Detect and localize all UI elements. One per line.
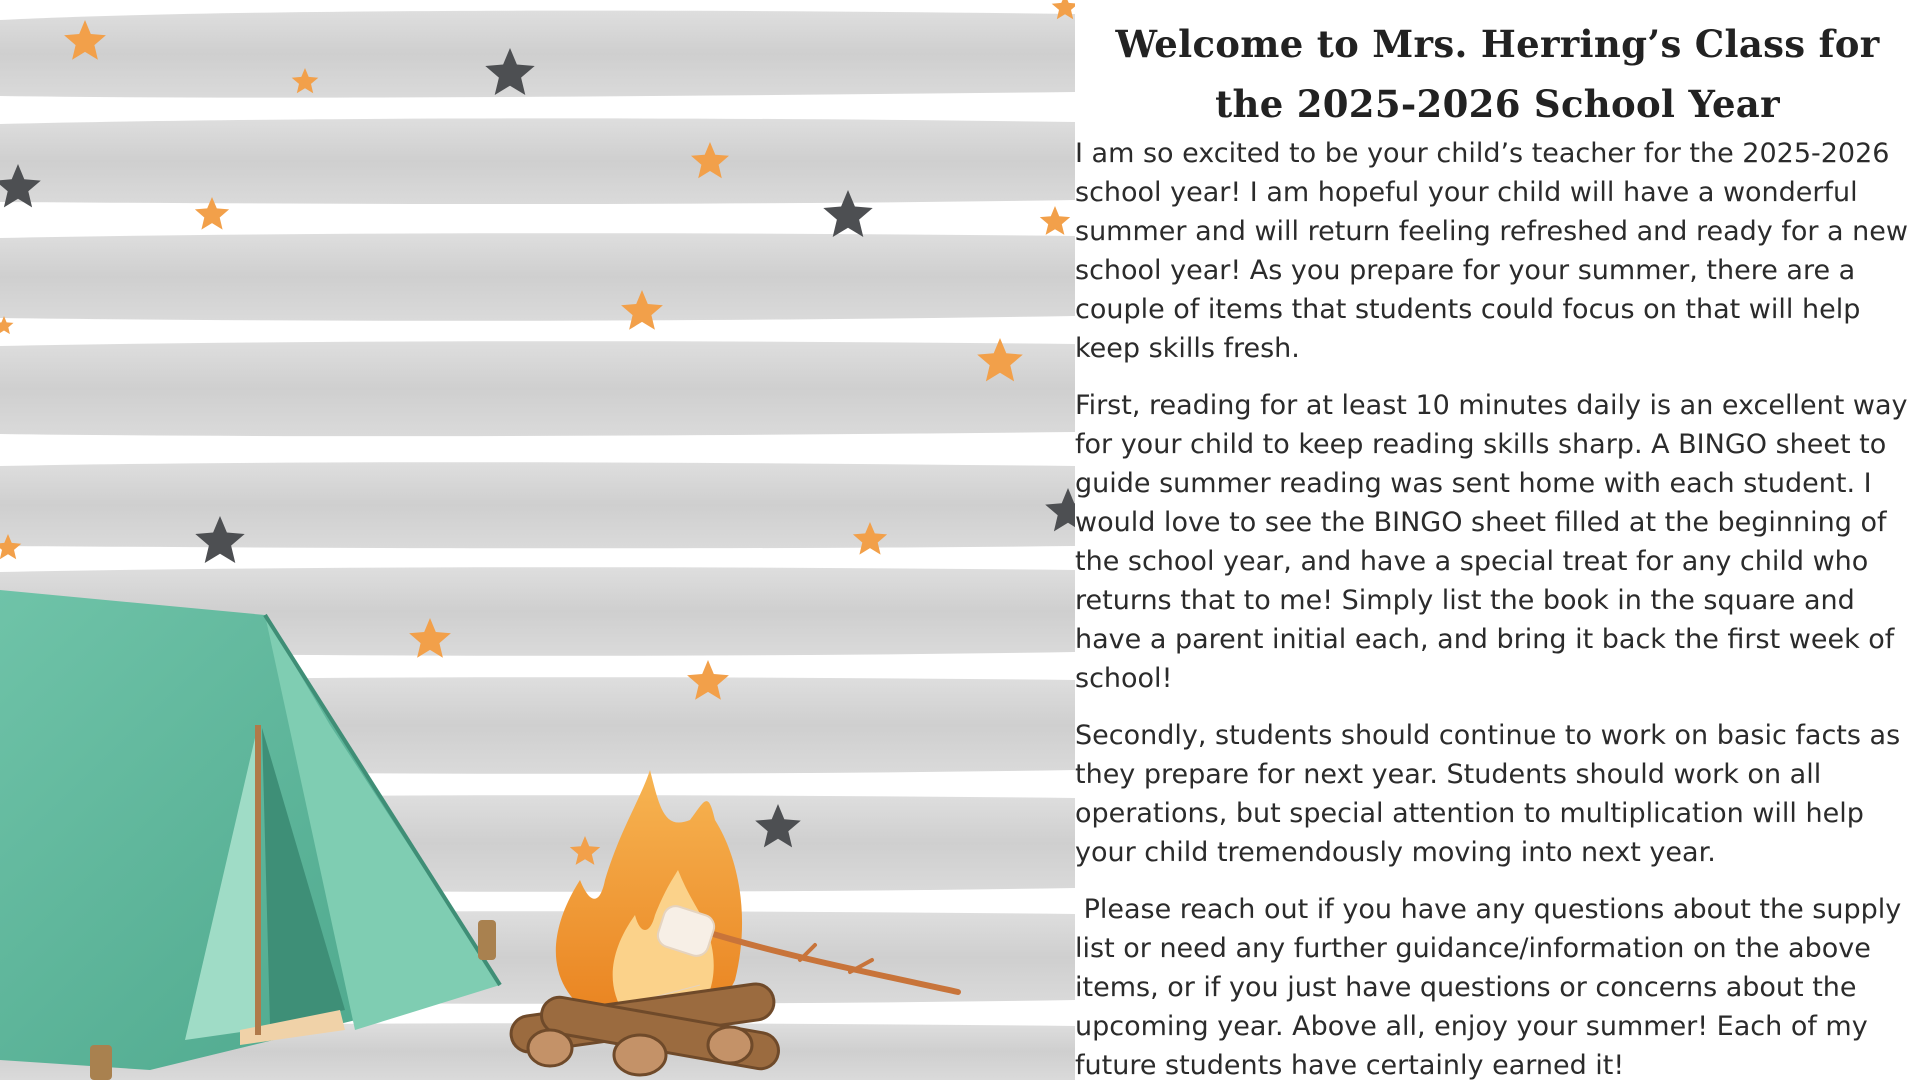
stripe xyxy=(0,341,1075,436)
stripe xyxy=(0,11,1075,98)
stripe xyxy=(0,118,1075,204)
star-icon xyxy=(0,316,14,334)
letter-paragraph-closing: Please reach out if you have any questions about the supply list or need any further guidance/information on the above items, or if you just have questions or concerns about the upcoming year. Above all, enjoy your summer! Each of my future students have certainly earned it! xyxy=(1075,894,1910,1081)
letter-paragraph-math: Secondly, students should continue to work on basic facts as they prepare for next year. Students should work on all operations, but special attention to multiplication will help your child tremendously moving into next year. xyxy=(1075,720,1909,868)
welcome-letter xyxy=(1075,0,1920,1080)
letter-paragraph-intro: I am so excited to be your child’s teacher for the 2025-2026 school year! I am hopeful your child will have a wonderful summer and will return feeling refreshed and ready for a new school year! As you prepare for your summer, there are a couple of items that students could focus on that will help keep skills fresh. xyxy=(1075,138,1917,364)
letter-title: Welcome to Mrs. Herring’s Class for the 2025-2026 School Year xyxy=(1115,22,1880,126)
stripe xyxy=(0,233,1075,321)
stripe xyxy=(0,462,1075,548)
letter-paragraph-reading: First, reading for at least 10 minutes daily is an excellent way for your child to keep reading skills sharp. A BINGO sheet to guide summer reading was sent home with each student. I would love to see the BINGO sheet filled at the beginning of the school year, and have a special treat for any child who returns that to me! Simply list the book in the square and have a parent initial each, and bring it back the first week of school! xyxy=(1075,390,1917,694)
star-icon xyxy=(1040,206,1070,235)
